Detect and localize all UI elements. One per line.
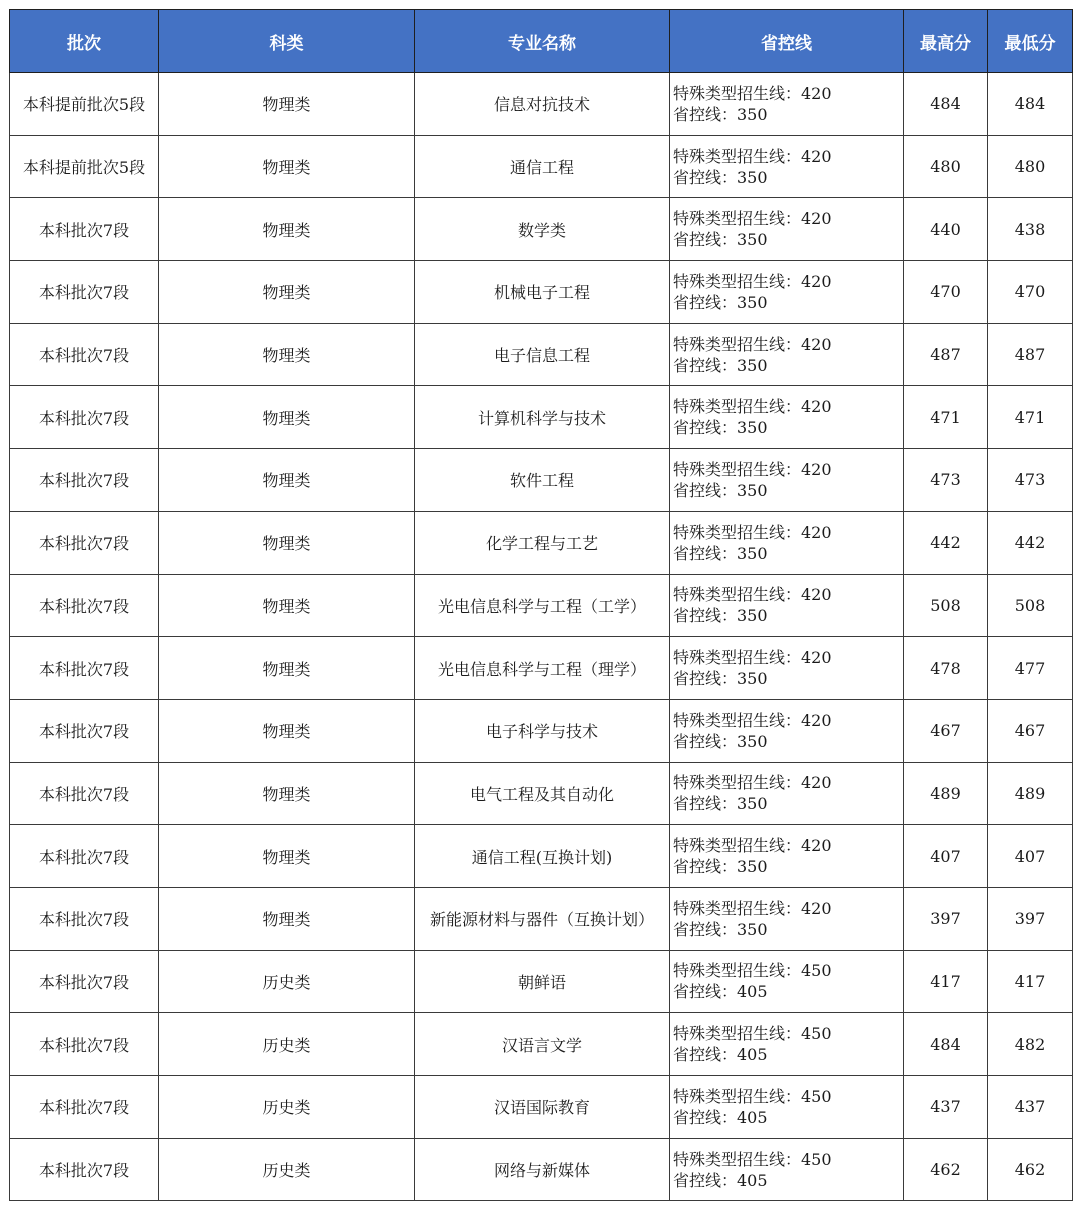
cell-batch: 本科批次7段 (10, 323, 159, 386)
provincial-control-line: 省控线：350 (673, 418, 768, 438)
special-admission-line: 特殊类型招生线：420 (673, 522, 832, 542)
table-row (10, 511, 1073, 574)
provincial-control-line: 省控线：405 (673, 1045, 768, 1065)
cell-max-score: 484 (904, 1013, 988, 1076)
cell-max-score: 489 (904, 762, 988, 825)
cell-batch: 本科批次7段 (10, 637, 159, 700)
cell-major: 电气工程及其自动化 (415, 762, 670, 825)
cell-batch: 本科批次7段 (10, 198, 159, 261)
cell-max-score: 440 (904, 198, 988, 261)
cell-major: 朝鲜语 (415, 950, 670, 1013)
special-admission-line: 特殊类型招生线：450 (673, 1149, 832, 1169)
cell-min-score: 442 (988, 511, 1073, 574)
cell-batch: 本科批次7段 (10, 511, 159, 574)
cell-category: 物理类 (159, 135, 415, 198)
cell-category: 历史类 (159, 1076, 415, 1139)
cell-max-score: 480 (904, 135, 988, 198)
admission-score-table (9, 9, 1073, 1201)
cell-min-score: 407 (988, 825, 1073, 888)
cell-control-line (670, 825, 904, 888)
table-row (10, 1013, 1073, 1076)
special-admission-line: 特殊类型招生线：450 (673, 1086, 832, 1106)
provincial-control-line: 省控线：350 (673, 292, 768, 312)
header-min-score: 最低分 (988, 10, 1073, 73)
cell-min-score: 462 (988, 1138, 1073, 1201)
cell-major: 电子信息工程 (415, 323, 670, 386)
special-admission-line: 特殊类型招生线：420 (673, 459, 832, 479)
cell-control-line (670, 699, 904, 762)
table-row (10, 574, 1073, 637)
special-admission-line: 特殊类型招生线：420 (673, 836, 832, 856)
cell-batch: 本科批次7段 (10, 261, 159, 324)
cell-max-score: 508 (904, 574, 988, 637)
special-admission-line: 特殊类型招生线：420 (673, 271, 832, 291)
table-row (10, 449, 1073, 512)
provincial-control-line: 省控线：350 (673, 355, 768, 375)
header-category: 科类 (159, 10, 415, 73)
cell-max-score: 442 (904, 511, 988, 574)
cell-major: 化学工程与工艺 (415, 511, 670, 574)
table-row (10, 825, 1073, 888)
cell-max-score: 417 (904, 950, 988, 1013)
header-row (10, 10, 1073, 73)
special-admission-line: 特殊类型招生线：420 (673, 146, 832, 166)
special-admission-line: 特殊类型招生线：420 (673, 898, 832, 918)
special-admission-line: 特殊类型招生线：450 (673, 1024, 832, 1044)
cell-control-line (670, 950, 904, 1013)
provincial-control-line: 省控线：350 (673, 104, 768, 124)
cell-control-line (670, 386, 904, 449)
cell-major: 网络与新媒体 (415, 1138, 670, 1201)
header-max-score: 最高分 (904, 10, 988, 73)
provincial-control-line: 省控线：405 (673, 1170, 768, 1190)
cell-category: 物理类 (159, 449, 415, 512)
cell-major: 通信工程 (415, 135, 670, 198)
cell-control-line (670, 261, 904, 324)
cell-major: 光电信息科学与工程（理学） (415, 637, 670, 700)
cell-min-score: 508 (988, 574, 1073, 637)
cell-batch: 本科提前批次5段 (10, 73, 159, 136)
cell-batch: 本科批次7段 (10, 449, 159, 512)
cell-major: 新能源材料与器件（互换计划） (415, 887, 670, 950)
cell-major: 信息对抗技术 (415, 73, 670, 136)
cell-control-line (670, 762, 904, 825)
cell-control-line (670, 574, 904, 637)
cell-batch: 本科批次7段 (10, 887, 159, 950)
cell-major: 光电信息科学与工程（工学） (415, 574, 670, 637)
table-row (10, 323, 1073, 386)
cell-min-score: 482 (988, 1013, 1073, 1076)
cell-max-score: 397 (904, 887, 988, 950)
cell-batch: 本科批次7段 (10, 762, 159, 825)
cell-control-line (670, 73, 904, 136)
table-row (10, 887, 1073, 950)
cell-max-score: 471 (904, 386, 988, 449)
cell-control-line (670, 511, 904, 574)
cell-control-line (670, 1013, 904, 1076)
cell-control-line (670, 1076, 904, 1139)
special-admission-line: 特殊类型招生线：420 (673, 773, 832, 793)
provincial-control-line: 省控线：350 (673, 731, 768, 751)
cell-batch: 本科批次7段 (10, 825, 159, 888)
cell-batch: 本科批次7段 (10, 574, 159, 637)
cell-control-line (670, 198, 904, 261)
cell-category: 物理类 (159, 511, 415, 574)
cell-category: 历史类 (159, 1138, 415, 1201)
cell-control-line (670, 1138, 904, 1201)
cell-batch: 本科提前批次5段 (10, 135, 159, 198)
header-control-line: 省控线 (670, 10, 904, 73)
special-admission-line: 特殊类型招生线：420 (673, 648, 832, 668)
special-admission-line: 特殊类型招生线：450 (673, 961, 832, 981)
cell-min-score: 484 (988, 73, 1073, 136)
cell-min-score: 473 (988, 449, 1073, 512)
cell-max-score: 462 (904, 1138, 988, 1201)
special-admission-line: 特殊类型招生线：420 (673, 334, 832, 354)
table-row (10, 386, 1073, 449)
cell-control-line (670, 637, 904, 700)
table-header (10, 10, 1073, 73)
table-row (10, 135, 1073, 198)
cell-category: 物理类 (159, 261, 415, 324)
cell-max-score: 407 (904, 825, 988, 888)
table-row (10, 762, 1073, 825)
cell-batch: 本科批次7段 (10, 1013, 159, 1076)
cell-major: 汉语言文学 (415, 1013, 670, 1076)
provincial-control-line: 省控线：350 (673, 919, 768, 939)
cell-max-score: 484 (904, 73, 988, 136)
cell-max-score: 437 (904, 1076, 988, 1139)
cell-category: 物理类 (159, 323, 415, 386)
cell-category: 物理类 (159, 762, 415, 825)
header-batch: 批次 (10, 10, 159, 73)
provincial-control-line: 省控线：350 (673, 230, 768, 250)
table-row (10, 950, 1073, 1013)
special-admission-line: 特殊类型招生线：420 (673, 83, 832, 103)
cell-category: 物理类 (159, 637, 415, 700)
cell-category: 物理类 (159, 73, 415, 136)
cell-batch: 本科批次7段 (10, 950, 159, 1013)
cell-category: 物理类 (159, 574, 415, 637)
provincial-control-line: 省控线：405 (673, 982, 768, 1002)
provincial-control-line: 省控线：350 (673, 543, 768, 563)
table-row (10, 73, 1073, 136)
provincial-control-line: 省控线：350 (673, 669, 768, 689)
cell-control-line (670, 887, 904, 950)
table-row (10, 637, 1073, 700)
special-admission-line: 特殊类型招生线：420 (673, 209, 832, 229)
cell-max-score: 487 (904, 323, 988, 386)
cell-batch: 本科批次7段 (10, 1138, 159, 1201)
cell-max-score: 470 (904, 261, 988, 324)
cell-control-line (670, 449, 904, 512)
cell-max-score: 473 (904, 449, 988, 512)
table-row (10, 198, 1073, 261)
special-admission-line: 特殊类型招生线：420 (673, 397, 832, 417)
special-admission-line: 特殊类型招生线：420 (673, 710, 832, 730)
table-row (10, 1138, 1073, 1201)
cell-min-score: 480 (988, 135, 1073, 198)
provincial-control-line: 省控线：350 (673, 480, 768, 500)
provincial-control-line: 省控线：405 (673, 1107, 768, 1127)
cell-min-score: 397 (988, 887, 1073, 950)
header-major: 专业名称 (415, 10, 670, 73)
cell-min-score: 438 (988, 198, 1073, 261)
table-body (10, 73, 1073, 1201)
cell-category: 物理类 (159, 386, 415, 449)
cell-batch: 本科批次7段 (10, 386, 159, 449)
cell-control-line (670, 135, 904, 198)
cell-min-score: 470 (988, 261, 1073, 324)
provincial-control-line: 省控线：350 (673, 606, 768, 626)
cell-major: 机械电子工程 (415, 261, 670, 324)
cell-category: 历史类 (159, 1013, 415, 1076)
cell-min-score: 437 (988, 1076, 1073, 1139)
cell-batch: 本科批次7段 (10, 699, 159, 762)
table-row (10, 261, 1073, 324)
provincial-control-line: 省控线：350 (673, 857, 768, 877)
cell-min-score: 471 (988, 386, 1073, 449)
provincial-control-line: 省控线：350 (673, 167, 768, 187)
cell-major: 电子科学与技术 (415, 699, 670, 762)
cell-min-score: 489 (988, 762, 1073, 825)
cell-control-line (670, 323, 904, 386)
cell-max-score: 478 (904, 637, 988, 700)
cell-category: 物理类 (159, 198, 415, 261)
cell-major: 计算机科学与技术 (415, 386, 670, 449)
cell-min-score: 477 (988, 637, 1073, 700)
cell-min-score: 467 (988, 699, 1073, 762)
special-admission-line: 特殊类型招生线：420 (673, 585, 832, 605)
cell-major: 软件工程 (415, 449, 670, 512)
provincial-control-line: 省控线：350 (673, 794, 768, 814)
cell-category: 物理类 (159, 887, 415, 950)
cell-category: 物理类 (159, 699, 415, 762)
table-row (10, 1076, 1073, 1139)
table-row (10, 699, 1073, 762)
cell-category: 历史类 (159, 950, 415, 1013)
cell-batch: 本科批次7段 (10, 1076, 159, 1139)
cell-min-score: 417 (988, 950, 1073, 1013)
cell-major: 通信工程(互换计划) (415, 825, 670, 888)
cell-min-score: 487 (988, 323, 1073, 386)
cell-major: 数学类 (415, 198, 670, 261)
cell-major: 汉语国际教育 (415, 1076, 670, 1139)
cell-category: 物理类 (159, 825, 415, 888)
cell-max-score: 467 (904, 699, 988, 762)
